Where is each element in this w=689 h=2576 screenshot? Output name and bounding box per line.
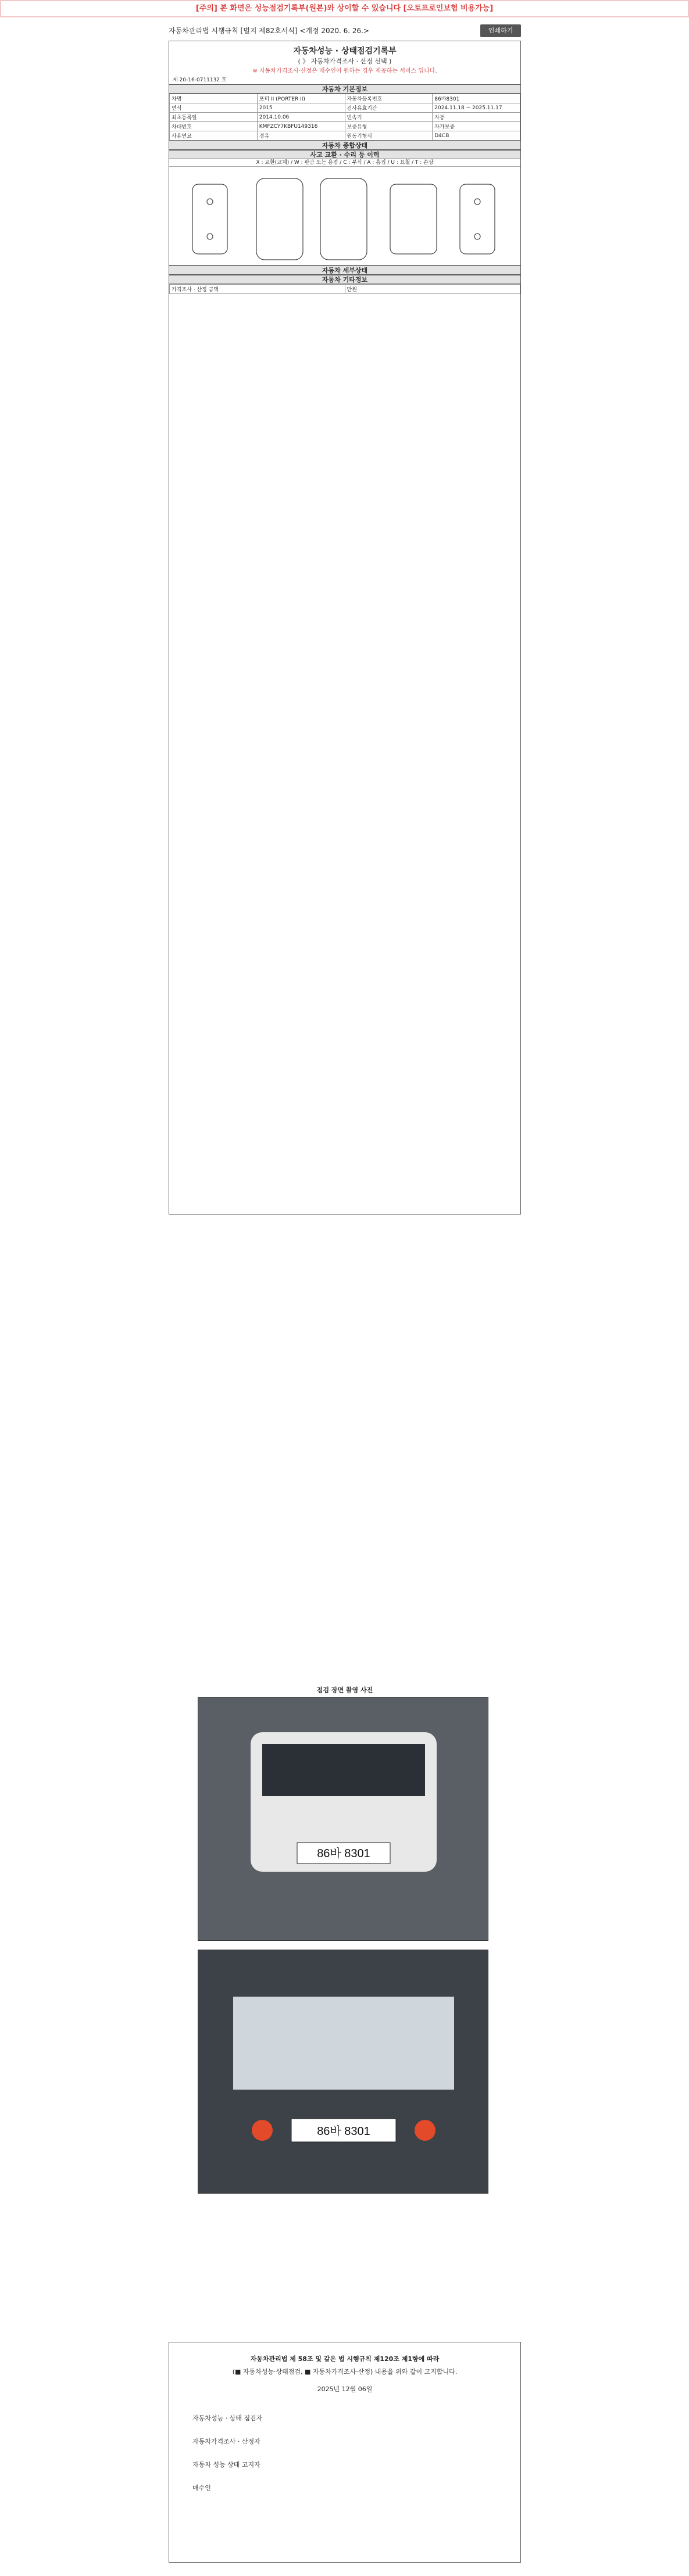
price-label: 가격조사 · 산정 금액 [170, 285, 345, 294]
sign-row-appraiser: 자동차가격조사 · 산정자 [192, 2438, 260, 2445]
vehicle-rear-photo [198, 1950, 488, 2194]
sign-row-buyer: 매수인 [192, 2484, 211, 2492]
svg-text:86바 8301: 86바 8301 [317, 1847, 370, 1860]
form-header [169, 24, 521, 37]
vehicle-diagram [169, 167, 520, 266]
section-basic: 자동차 기본정보 [169, 84, 520, 94]
signature-section [169, 2342, 521, 2563]
section-detail: 자동차 세부상태 [169, 266, 520, 275]
photo-front [198, 1697, 488, 1941]
vehicle-front-photo [198, 1697, 488, 1941]
section-repair: 사고 교환 · 수리 등 이력 [169, 150, 520, 159]
sign-row-inspector: 자동차성능 · 상태 점검자 [192, 2414, 263, 2422]
sign-line2: (■ 자동차성능·상태점검, ■ 자동차가격조사·산정) 내용을 위와 같이 고지합니다. [232, 2368, 458, 2376]
photo-title: 점검 장면 촬영 사진 [316, 1686, 373, 1694]
section-overall: 자동차 종합상태 [169, 141, 520, 150]
vehicle-outline-icon [169, 167, 520, 266]
inspection-record [169, 41, 521, 1214]
sign-date: 2025년 12월 06일 [317, 2385, 373, 2393]
photo-rear [198, 1950, 488, 2194]
sign-row-notifier: 자동차 성능 상태 고지자 [192, 2461, 260, 2468]
other-table [169, 284, 520, 294]
section-other: 자동차 기타정보 [169, 275, 520, 284]
doc-subtitle: ( 》 자동차가격조사 · 산정 선택 ) [298, 58, 392, 65]
sign-title: 자동차관리법 제 58조 및 같은 법 시행규칙 제120조 제1항에 따라 [250, 2355, 440, 2363]
form-reference: 자동차관리법 시행규칙 [별지 제82호서식] <개정 2020. 6. 26.> [169, 27, 369, 35]
basic-table: 차명 포터 II (PORTER II) 자동차등록번호 86바8301 연식 2015 검사유효기간 2024.11.18 ~ 2025.11.17 최초등록일 2014.10.06 변속기 자동 차대번호 KMFZCY7KBFU149316 보증유형 자가보증 사용연료 경유 원동기형식 D4CB [169, 94, 520, 141]
price-unit: 만원 [345, 285, 520, 294]
repair-legend: X : 교환(교체) / W : 판금 또는 용접 / C : 부식 / A : 흠집 / U : 요철 / T : 손상 [169, 159, 520, 167]
doc-title: 자동차성능 · 상태점검기록부 [293, 46, 397, 56]
doc-warning: ※ 자동차가격조사·산정은 매수인이 원하는 경우 제공하는 서비스 입니다. [252, 68, 437, 74]
notice-banner: [주의] 본 화면은 성능점검기록부(원본)와 상이할 수 있습니다 [오토프로인보험 비용가능] [0, 0, 689, 17]
svg-text:86바 8301: 86바 8301 [317, 2125, 370, 2138]
print-button[interactable]: 인쇄하기 [480, 24, 521, 37]
doc-number: 제 20-16-0711132 호 [173, 77, 227, 83]
